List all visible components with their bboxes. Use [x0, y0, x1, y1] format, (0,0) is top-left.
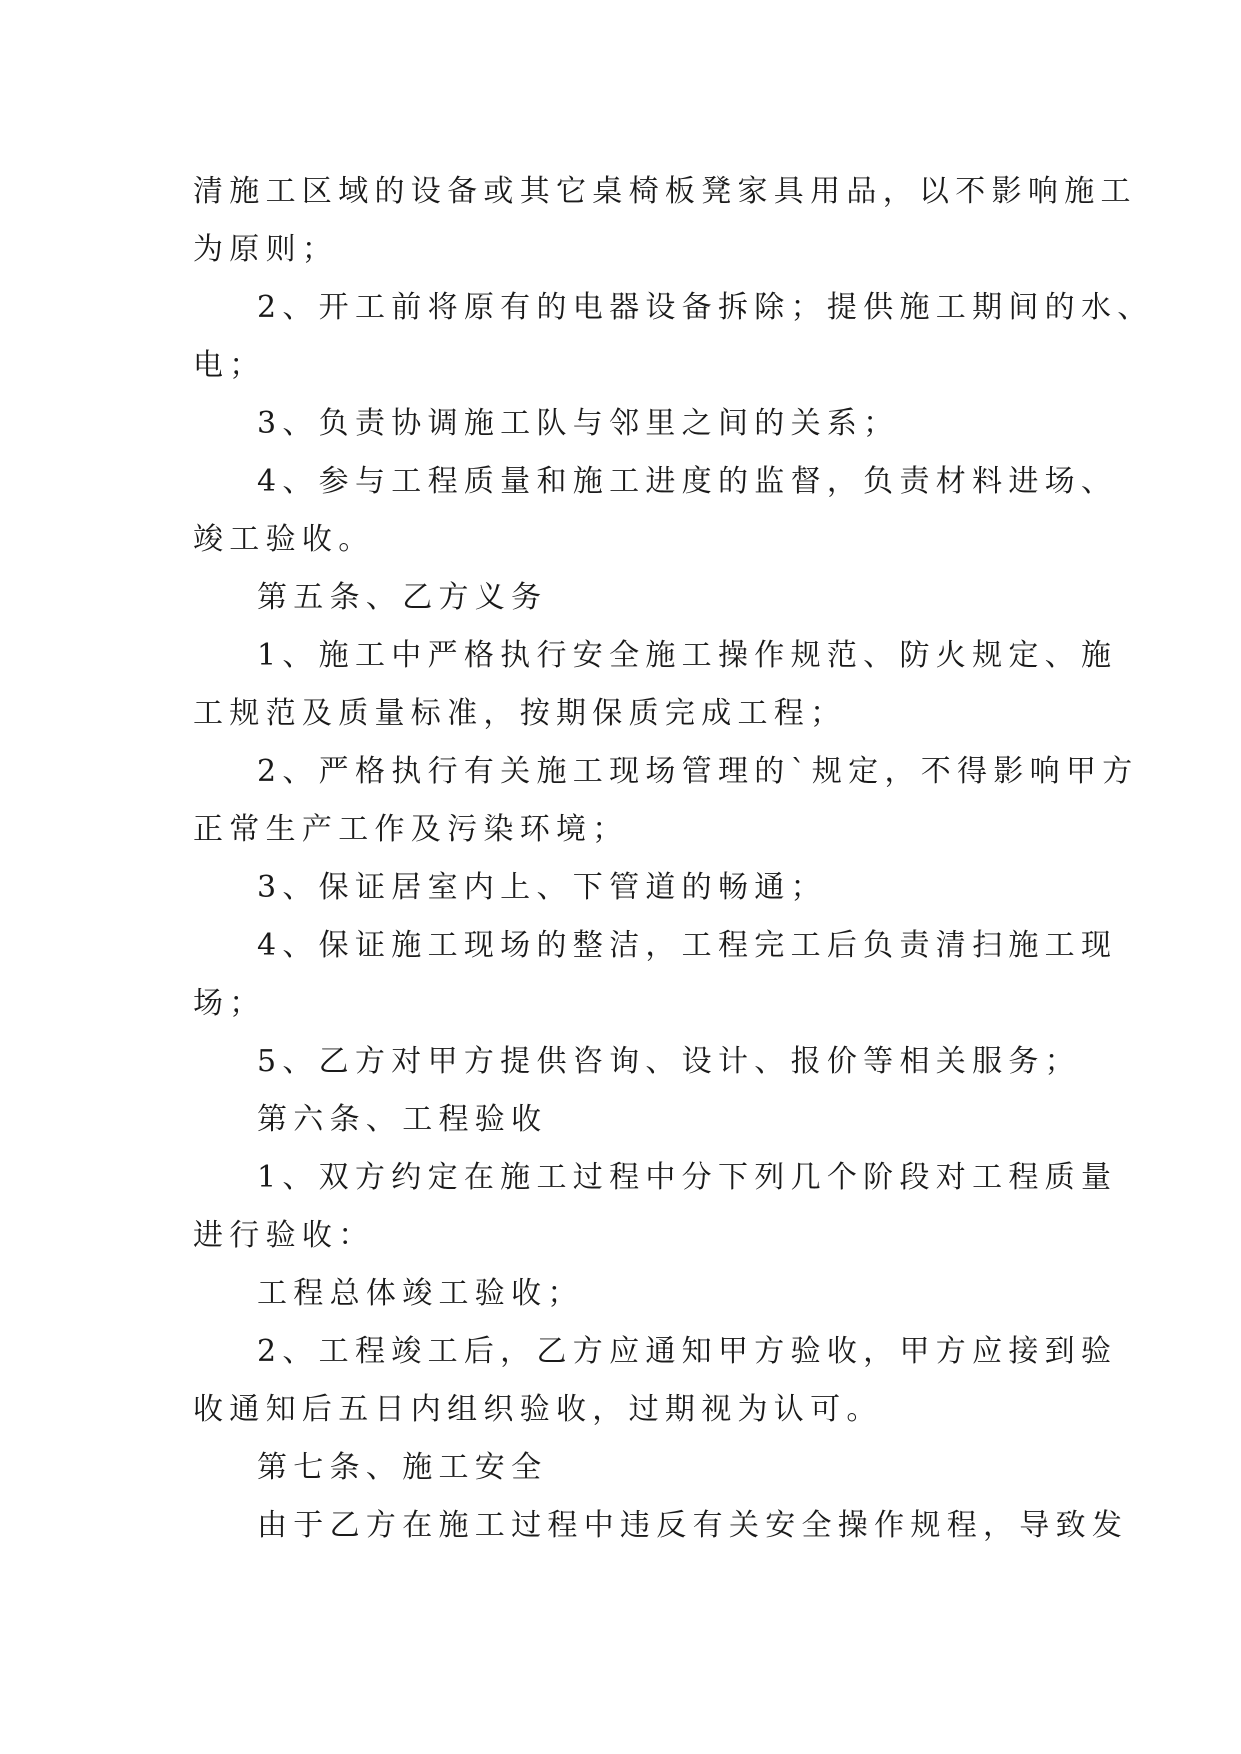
- section-heading-6: 第六条、工程验收: [257, 1102, 548, 1137]
- text-line-10: 工规范及质量标准，按期保质完成工程；: [193, 696, 847, 731]
- section-heading-5: 第五条、乙方义务: [257, 580, 548, 615]
- text-line-4: 电；: [193, 348, 266, 383]
- text-line-7: 竣工验收。: [193, 522, 375, 557]
- text-line-3: 2、开工前将原有的电器设备拆除；提供施工期间的水、: [257, 290, 1154, 325]
- text-line-12: 正常生产工作及污染环境；: [193, 812, 629, 847]
- text-line-13: 3、保证居室内上、下管道的畅通；: [257, 870, 827, 905]
- text-line-22: 收通知后五日内组织验收，过期视为认可。: [193, 1392, 883, 1427]
- text-line-2: 为原则；: [193, 232, 339, 267]
- text-line-19: 进行验收：: [193, 1218, 375, 1253]
- text-line-20: 工程总体竣工验收；: [257, 1276, 584, 1311]
- section-heading-7: 第七条、施工安全: [257, 1450, 548, 1485]
- text-line-9: 1、施工中严格执行安全施工操作规范、防火规定、施: [257, 638, 1118, 673]
- text-line-14: 4、保证施工现场的整洁，工程完工后负责清扫施工现: [257, 928, 1118, 963]
- text-line-24: 由于乙方在施工过程中违反有关安全操作规程，导致发: [257, 1508, 1129, 1543]
- text-line-1: 清施工区域的设备或其它桌椅板凳家具用品，以不影响施工: [193, 174, 1137, 209]
- document-body: [193, 163, 1154, 1555]
- text-line-15: 场；: [193, 986, 266, 1021]
- text-line-18: 1、双方约定在施工过程中分下列几个阶段对工程质量: [257, 1160, 1118, 1195]
- text-line-6: 4、参与工程质量和施工进度的监督，负责材料进场、: [257, 464, 1118, 499]
- text-line-21: 2、工程竣工后，乙方应通知甲方验收，甲方应接到验: [257, 1334, 1118, 1369]
- text-line-16: 5、乙方对甲方提供咨询、设计、报价等相关服务；: [257, 1044, 1081, 1079]
- text-line-5: 3、负责协调施工队与邻里之间的关系；: [257, 406, 900, 441]
- text-line-11: 2、严格执行有关施工现场管理的`规定，不得影响甲方: [257, 754, 1139, 789]
